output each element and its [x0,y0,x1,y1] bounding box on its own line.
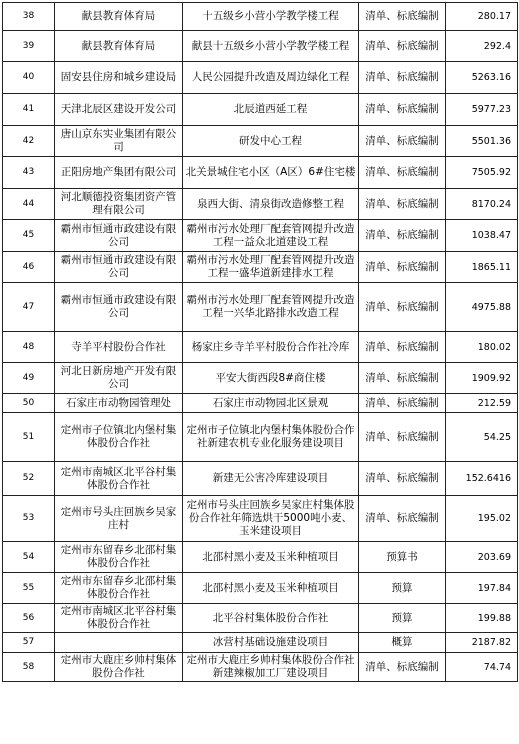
project-name: 泉西大街、清泉街改造修整工程 [183,189,359,220]
project-name: 十五级乡小营小学教学楼工程 [183,3,359,31]
row-number: 54 [3,542,55,573]
unit-name: 唐山京东实业集团有限公司 [55,126,183,157]
work-type: 清单、标底编制 [359,220,446,252]
amount-value: 8170.24 [446,189,518,220]
project-name: 北邵村黑小麦及玉米种植项目 [183,573,359,604]
row-number: 42 [3,126,55,157]
row-number: 40 [3,62,55,94]
project-name: 定州市子位镇北内堡村集体股份合作社新建农机专业化服务建设项目 [183,413,359,462]
row-number: 53 [3,496,55,542]
amount-value: 5263.16 [446,62,518,94]
project-table [2,2,518,682]
work-type: 清单、标底编制 [359,394,446,413]
work-type: 清单、标底编制 [359,189,446,220]
row-number: 41 [3,94,55,126]
amount-value: 74.74 [446,653,518,682]
row-number: 45 [3,220,55,252]
unit-name: 定州市号头庄回族乡吴家庄村 [55,496,183,542]
amount-value: 212.59 [446,394,518,413]
row-number: 48 [3,332,55,363]
unit-name: 石家庄市动物园管理处 [55,394,183,413]
project-name: 定州市号头庄回族乡吴家庄村集体股份合作社年筛选烘干5000吨小麦、玉米建设项目 [183,496,359,542]
table-row [3,220,518,252]
unit-name: 霸州市恒通市政建设有限公司 [55,283,183,332]
table-row [3,363,518,394]
work-type: 清单、标底编制 [359,94,446,126]
unit-name: 定州市东留春乡北邵村集体股份合作社 [55,573,183,604]
table-row [3,62,518,94]
table-row [3,604,518,633]
amount-value: 5501.36 [446,126,518,157]
work-type: 预算 [359,573,446,604]
project-name: 霸州市污水处理厂配套管网提升改造工程一兴华北路排水改造工程 [183,283,359,332]
table-row [3,332,518,363]
work-type: 清单、标底编制 [359,653,446,682]
row-number: 50 [3,394,55,413]
work-type: 清单、标底编制 [359,363,446,394]
amount-value: 1038.47 [446,220,518,252]
row-number: 43 [3,157,55,189]
work-type: 清单、标底编制 [359,462,446,496]
work-type: 清单、标底编制 [359,496,446,542]
unit-name: 献县教育体育局 [55,31,183,62]
row-number: 56 [3,604,55,633]
amount-value: 197.84 [446,573,518,604]
table-row [3,573,518,604]
project-name: 定州市大鹿庄乡帅村集体股份合作社新建辣椒加工厂建设项目 [183,653,359,682]
table-row [3,157,518,189]
project-name: 献县十五级乡小营小学教学楼工程 [183,31,359,62]
unit-name: 献县教育体育局 [55,3,183,31]
amount-value: 7505.92 [446,157,518,189]
amount-value: 54.25 [446,413,518,462]
project-name: 新建无公害冷库建设项目 [183,462,359,496]
amount-value: 1865.11 [446,252,518,283]
amount-value: 199.88 [446,604,518,633]
row-number: 44 [3,189,55,220]
row-number: 51 [3,413,55,462]
project-name: 霸州市污水处理厂配套管网提升改造工程一盛华道新建排水工程 [183,252,359,283]
unit-name: 正阳房地产集团有限公司 [55,157,183,189]
work-type: 清单、标底编制 [359,283,446,332]
table-row [3,633,518,653]
project-name: 平安大街西段8#商住楼 [183,363,359,394]
row-number: 55 [3,573,55,604]
project-name: 人民公园提升改造及周边绿化工程 [183,62,359,94]
unit-name: 定州市南城区北平谷村集体股份合作社 [55,604,183,633]
work-type: 预算 [359,604,446,633]
unit-name: 固安县住房和城乡建设局 [55,62,183,94]
table-row [3,496,518,542]
work-type: 清单、标底编制 [359,157,446,189]
unit-name: 定州市子位镇北内堡村集体股份合作社 [55,413,183,462]
amount-value: 292.4 [446,31,518,62]
row-number: 58 [3,653,55,682]
work-type: 清单、标底编制 [359,332,446,363]
amount-value: 195.02 [446,496,518,542]
table-row [3,189,518,220]
work-type: 清单、标底编制 [359,31,446,62]
project-name: 北辰道西延工程 [183,94,359,126]
unit-name: 定州市东留春乡北邵村集体股份合作社 [55,542,183,573]
project-name: 北邵村黑小麦及玉米种植项目 [183,542,359,573]
table-row [3,31,518,62]
project-name: 北平谷村集体股份合作社 [183,604,359,633]
row-number: 52 [3,462,55,496]
work-type: 预算书 [359,542,446,573]
table-row [3,653,518,682]
project-name: 冰营村基础设施建设项目 [183,633,359,653]
project-name: 杨家庄乡寺羊平村股份合作社冷库 [183,332,359,363]
amount-value: 152.6416 [446,462,518,496]
unit-name: 定州市南城区北平谷村集体股份合作社 [55,462,183,496]
table-row [3,126,518,157]
project-name: 研发中心工程 [183,126,359,157]
unit-name: 定州市大鹿庄乡帅村集体股份合作社 [55,653,183,682]
table-row [3,94,518,126]
work-type: 清单、标底编制 [359,126,446,157]
work-type: 清单、标底编制 [359,252,446,283]
table-row [3,462,518,496]
unit-name [55,633,183,653]
row-number: 57 [3,633,55,653]
row-number: 49 [3,363,55,394]
amount-value: 1909.92 [446,363,518,394]
row-number: 46 [3,252,55,283]
table-row [3,3,518,31]
amount-value: 4975.88 [446,283,518,332]
table-row [3,283,518,332]
unit-name: 河北顺德投资集团资产管理有限公司 [55,189,183,220]
work-type: 清单、标底编制 [359,3,446,31]
work-type: 清单、标底编制 [359,413,446,462]
work-type: 清单、标底编制 [359,62,446,94]
row-number: 47 [3,283,55,332]
unit-name: 霸州市恒通市政建设有限公司 [55,252,183,283]
amount-value: 203.69 [446,542,518,573]
amount-value: 2187.82 [446,633,518,653]
amount-value: 5977.23 [446,94,518,126]
unit-name: 天津北辰区建设开发公司 [55,94,183,126]
table-row [3,394,518,413]
row-number: 38 [3,3,55,31]
unit-name: 河北日新房地产开发有限公司 [55,363,183,394]
amount-value: 180.02 [446,332,518,363]
unit-name: 寺羊平村股份合作社 [55,332,183,363]
row-number: 39 [3,31,55,62]
project-name: 霸州市污水处理厂配套管网提升改造工程一益众北道建设工程 [183,220,359,252]
amount-value: 280.17 [446,3,518,31]
project-name: 北关景城住宅小区（A区）6#住宅楼 [183,157,359,189]
table-row [3,542,518,573]
table-row [3,252,518,283]
work-type: 概算 [359,633,446,653]
table-row [3,413,518,462]
unit-name: 霸州市恒通市政建设有限公司 [55,220,183,252]
project-name: 石家庄市动物园北区景观 [183,394,359,413]
